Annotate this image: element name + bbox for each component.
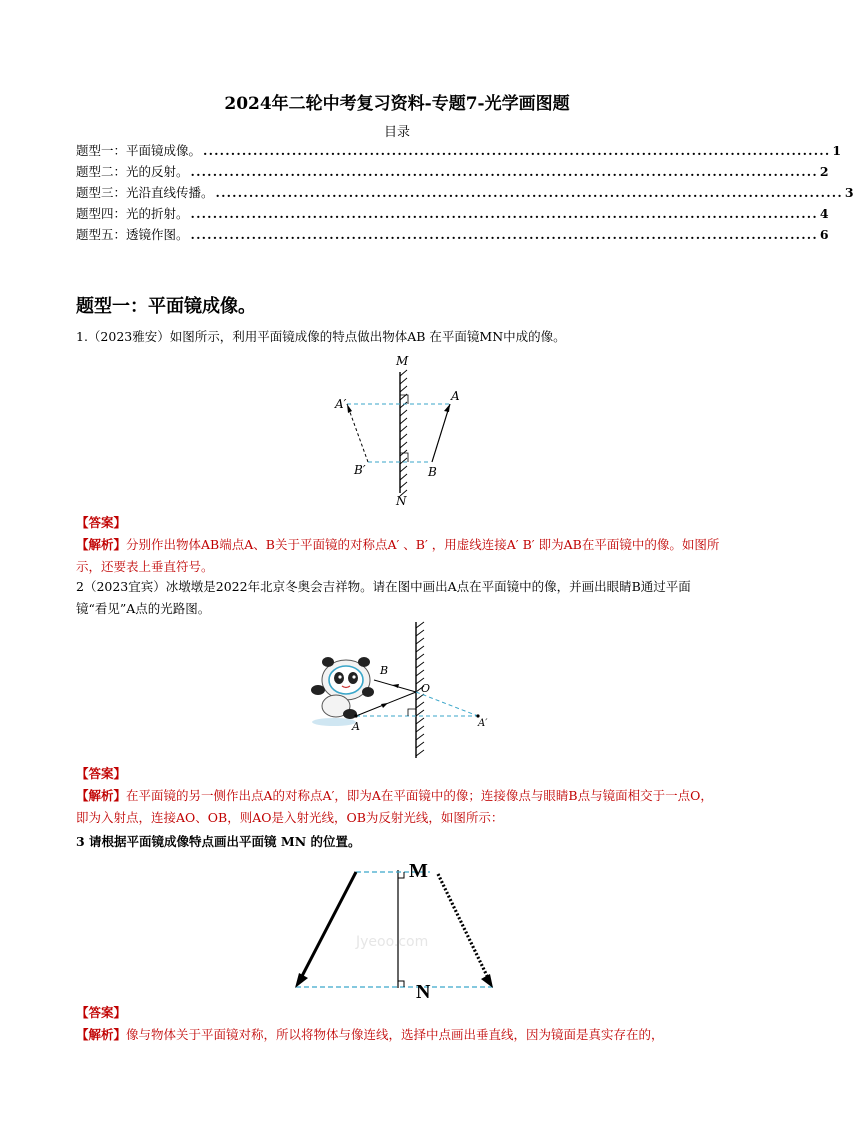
q2-figure	[306, 620, 496, 760]
object-arrow	[300, 872, 356, 980]
watermark: Jyeoo.com	[356, 934, 429, 950]
toc-item-label: 题型二：光的反射。	[76, 164, 189, 179]
label-n: N	[396, 494, 407, 508]
label-n: N	[416, 981, 431, 1003]
toc-leader: .................................................................................................................	[190, 164, 818, 179]
q1-answer-tag: 【答案】	[76, 515, 127, 530]
toc-leader: .................................................................................................................	[190, 206, 818, 221]
q3-answer-tag: 【答案】	[76, 1005, 127, 1020]
q3-figure	[290, 856, 510, 1001]
image-ab-dashed	[347, 404, 368, 462]
label-a-prime: A′	[335, 397, 347, 411]
q3-explain-text: 像与物体关于平面镜对称，所以将物体与像连线，选择中点画出垂直线，因为镜面是真实存在的，	[126, 1027, 664, 1042]
arrowhead	[392, 684, 399, 688]
question-3-text: 3 请根据平面镜成像特点画出平面镜 MN 的位置。	[76, 834, 361, 849]
q1-explain-text: 分别作出物体AB端点A、B关于平面镜的对称点A′ 、B′ ，用虚线连接A′ B′ 即为AB在平面镜中的像。如图所示，还要表上垂直符号。	[76, 537, 720, 574]
label-m: M	[396, 354, 409, 368]
toc-leader: .................................................................................................................	[203, 143, 831, 158]
label-a: A	[451, 389, 460, 403]
toc-item-page: 3	[844, 185, 854, 200]
q1-explanation	[76, 534, 721, 578]
section-heading: 题型一：平面镜成像。	[76, 296, 256, 317]
q1-explain-tag: 【解析】	[76, 537, 127, 552]
label-b-prime: B′	[354, 463, 366, 477]
page-title: 2024年二轮中考复习资料-专题7-光学画图题	[224, 94, 570, 114]
toc-heading: 目录	[383, 125, 410, 140]
toc-leader: .................................................................................................................	[215, 185, 843, 200]
right-angle-mark	[398, 872, 404, 878]
label-a-prime: A′	[478, 718, 488, 729]
toc-item-page: 6	[819, 227, 829, 242]
point-a	[354, 714, 357, 717]
right-angle-mark	[398, 981, 404, 987]
question-2-text: 2（2023宜宾）冰墩墩是2022年北京冬奥会吉祥物。请在图中画出A点在平面镜中的像，并画出眼睛B通过平面镜“看见”A点的光路图。	[76, 579, 691, 616]
q2-explanation	[76, 785, 721, 829]
q2-explain-tag: 【解析】	[76, 788, 127, 803]
right-angle-mark	[408, 709, 416, 716]
toc-item[interactable]	[76, 162, 829, 183]
mirror-mn	[400, 370, 407, 496]
question-1-text: 1.（2023雅安）如图所示，利用平面镜成像的特点做出物体AB 在平面镜MN中成的像。	[76, 329, 566, 344]
arrowhead	[347, 404, 352, 413]
q2-explain-text: 在平面镜的另一侧作出点A的对称点A′，即为A在平面镜中的像；连接像点与眼睛B点与镜面相交于一点O，即为入射点，连接AO、OB，则AO是入射光线，OB为反射光线，如图所示：	[76, 788, 713, 825]
label-b: B	[380, 664, 389, 677]
toc-item-label: 题型四：光的折射。	[76, 206, 189, 221]
toc-item-page: 2	[819, 164, 829, 179]
q3-explain-tag: 【解析】	[76, 1027, 127, 1042]
arrowhead	[295, 973, 308, 988]
toc-item[interactable]	[76, 204, 829, 225]
q1-figure	[330, 350, 470, 510]
toc-item-label: 题型三：光沿直线传播。	[76, 185, 214, 200]
toc-item[interactable]	[76, 141, 842, 162]
image-arrow-dotted	[438, 874, 488, 978]
arrowhead	[444, 404, 450, 412]
arrowhead	[481, 974, 493, 988]
object-ab-arrow	[432, 404, 450, 462]
toc-item-page: 4	[819, 206, 829, 221]
toc-item[interactable]	[76, 183, 854, 204]
label-m: M	[409, 860, 428, 882]
toc-item[interactable]	[76, 225, 829, 246]
dashed-line-o-a1	[416, 692, 478, 716]
q3-explanation	[76, 1024, 721, 1046]
toc-item-label: 题型一：平面镜成像。	[76, 143, 202, 158]
toc-leader: .................................................................................................................	[190, 227, 818, 242]
label-b: B	[428, 465, 437, 479]
arrowhead	[381, 703, 388, 708]
toc-item-label: 题型五：透镜作图。	[76, 227, 189, 242]
table-of-contents	[76, 141, 854, 246]
q2-answer-tag: 【答案】	[76, 766, 127, 781]
toc-item-page: 1	[832, 143, 842, 158]
label-a: A	[352, 720, 360, 733]
label-o: O	[421, 682, 431, 695]
